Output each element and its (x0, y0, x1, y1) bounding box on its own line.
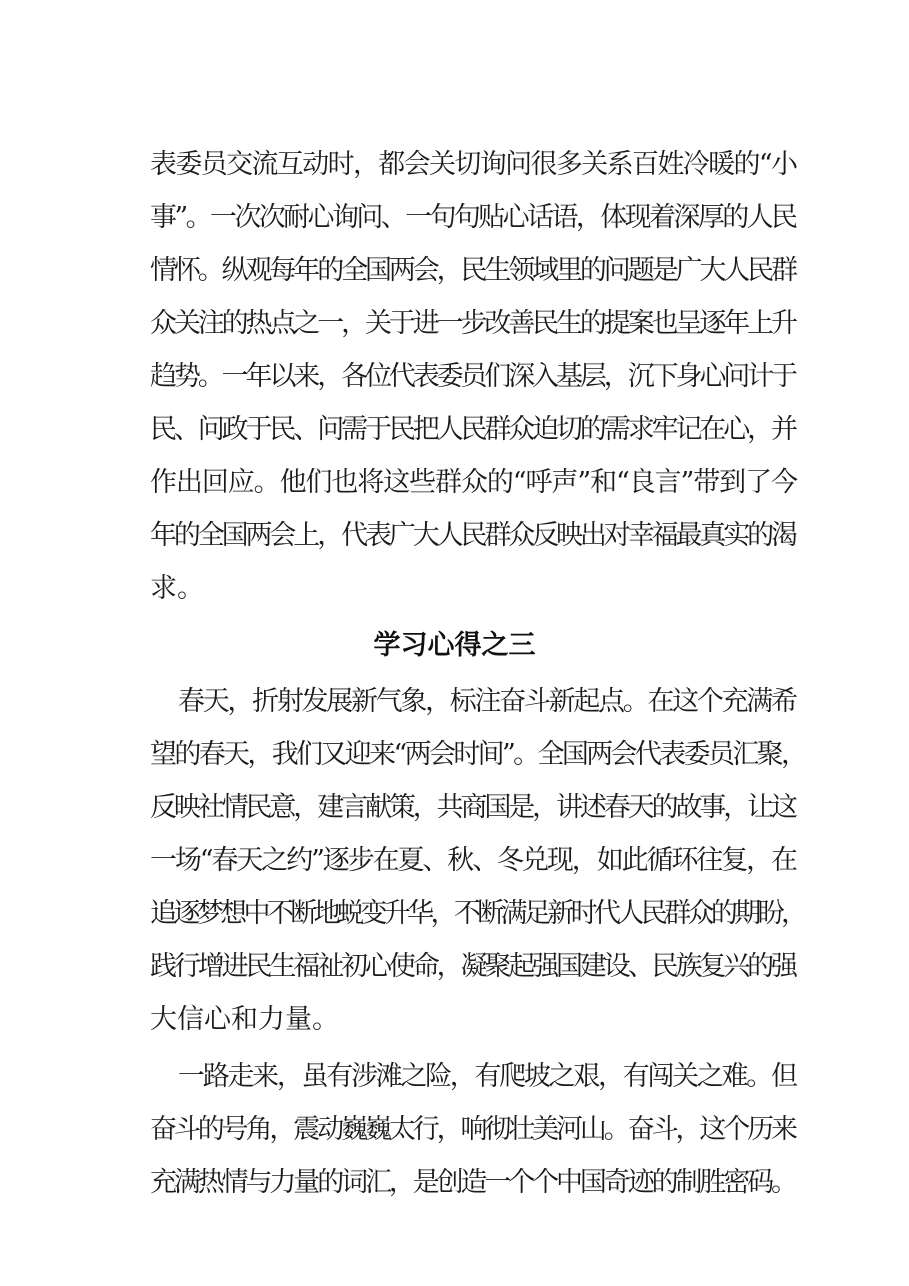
paragraph-2-line: 追逐梦想中不断地蜕变升华，不断满足新时代人民群众的期盼， (150, 898, 805, 929)
paragraph-1-line: 表委员交流互动时，都会关切询问很多关系百姓冷暖的“小 (150, 149, 797, 180)
paragraph-2-line: 望的春天，我们又迎来“两会时间”。全国两会代表委员汇聚， (150, 739, 806, 770)
paragraph-1-line: 求。 (150, 573, 204, 604)
paragraph-3-line: 一路走来，虽有涉滩之险，有爬坡之艰，有闯关之难。但 (178, 1061, 796, 1092)
section-heading: 学习心得之三 (373, 630, 536, 661)
paragraph-1-line: 年的全国两会上，代表广大人民群众反映出对幸福最真实的渴 (150, 520, 795, 551)
paragraph-1-line: 众关注的热点之一，关于进一步改善民生的提案也呈逐年上升 (150, 308, 795, 339)
paragraph-3-line: 充满热情与力量的词汇，是创造一个个中国奇迹的制胜密码。 (150, 1167, 795, 1198)
paragraph-2-line: 一场“春天之约”逐步在夏、秋、冬兑现，如此循环往复，在 (150, 845, 796, 876)
paragraph-1-line: 作出回应。他们也将这些群众的“呼声”和“良言”带到了今 (150, 467, 797, 498)
paragraph-2-line: 春天，折射发展新气象，标注奋斗新起点。在这个充满希 (178, 686, 796, 717)
paragraph-1-line: 情怀。纵观每年的全国两会，民生领域里的问题是广大人民群 (150, 255, 795, 286)
paragraph-1-line: 趋势。一年以来，各位代表委员们深入基层，沉下身心问计于 (150, 361, 795, 392)
paragraph-2-line: 践行增进民生福祉初心使命，凝聚起强国建设、民族复兴的强 (150, 951, 795, 982)
paragraph-1-line: 民、问政于民、问需于民把人民群众迫切的需求牢记在心，并 (150, 414, 795, 445)
paragraph-2-line: 大信心和力量。 (150, 1004, 339, 1035)
paragraph-1-line: 事”。一次次耐心询问、一句句贴心话语，体现着深厚的人民 (150, 202, 796, 233)
paragraph-3-line: 奋斗的号角，震动巍巍太行，响彻壮美河山。奋斗，这个历来 (150, 1114, 795, 1145)
paragraph-2-line: 反映社情民意，建言献策，共商国是，讲述春天的故事，让这 (150, 792, 795, 823)
